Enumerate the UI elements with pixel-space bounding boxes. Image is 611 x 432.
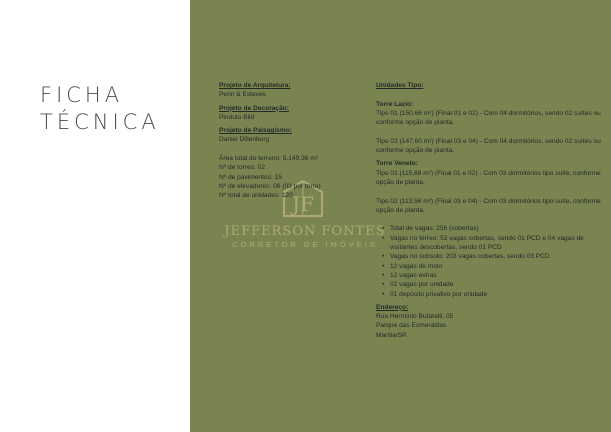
arquitetura-heading: Projeto de Arquitetura: <box>219 82 291 89</box>
project-credits-column <box>219 81 369 201</box>
list-item: • 01 depósito privativo por unidade <box>384 290 606 299</box>
unidades-heading: Unidades Tipo: <box>376 82 424 89</box>
decoracao-value: Pinduto Bild <box>219 113 255 121</box>
address-line: Parque das Esmeraldas <box>376 322 447 330</box>
spec-line: Nº total de unidades: 120 <box>219 192 293 200</box>
specs-list <box>219 154 369 200</box>
page-title <box>40 82 160 136</box>
watermark-subtitle: CORRETOR DE IMÓVEIS <box>232 240 378 249</box>
tower-type: Tipo 01 (115,68 m²) (Final 01 e 02) - Com 03 dormitórios tipo suíte, conforme opção de planta. <box>376 169 601 186</box>
tower-name: Torre Lazio: <box>376 100 414 108</box>
watermark-logo-letters: JF <box>292 192 314 216</box>
paisagismo-value: Daniel Dillenburg <box>219 136 270 144</box>
address-block <box>376 303 606 340</box>
spec-line: Área total do terreno: 5.149,36 m² <box>219 155 318 163</box>
tower-type: Tipo 02 (147,60 m²) (Final 03 e 04) - Com 04 dormitórios, sendo 02 suítes ou conforme opção de planta. <box>376 137 601 155</box>
list-item: • 12 vagas de moto <box>384 262 606 271</box>
list-item: • Vagas no térreo: 53 vagas cobertas, sendo 01 PCD e 04 vagas de visitantes descobertas, sendo 01 PCD <box>384 234 606 253</box>
tower-type: Tipo 01 (150,66 m²) (Final 01 e 02) - Com 04 dormitórios, sendo 02 suítes ou conforme opção de planta. <box>376 109 601 127</box>
spec-line: Nº de elevadores: 06 (03 por torre) <box>219 182 321 190</box>
parking-list <box>376 224 606 298</box>
arquitetura-value: Perin & Esteves <box>219 91 266 99</box>
address-line: Marília/SP. <box>376 331 408 339</box>
tower-veneto <box>376 159 606 215</box>
spec-line: Nº de torres: 02 <box>219 164 266 172</box>
unit-types-column <box>376 81 606 340</box>
tower-type: Tipo 02 (113,56 m²) (Final 03 e 04) - Com 03 dormitórios tipo suíte, conforme opção de planta. <box>376 197 601 214</box>
title-line-1: FICHA <box>40 83 124 107</box>
list-item: • 02 vagas por unidade <box>384 280 606 289</box>
left-panel <box>0 0 190 432</box>
tower-name: Torre Veneto: <box>376 160 419 168</box>
spec-line: Nº de pavimentos: 15 <box>219 173 282 181</box>
paisagismo-block <box>219 126 369 145</box>
arquitetura-block <box>219 81 369 100</box>
list-item: • Total de vagas: 256 (cobertas) <box>384 224 606 233</box>
address-heading: Endereço: <box>376 303 409 311</box>
list-item: • Vagas no subsolo: 203 vagas cobertas, sendo 03 PCD <box>384 252 606 261</box>
decoracao-heading: Projeto de Decoração: <box>219 104 289 112</box>
title-line-2: TÉCNICA <box>40 110 160 134</box>
address-line: Rua Hermínio Butarelli, 05 <box>376 313 454 321</box>
paisagismo-heading: Projeto de Paisagismo: <box>219 127 292 135</box>
tower-lazio <box>376 100 606 156</box>
decoracao-block <box>219 104 369 123</box>
list-item: • 12 vagas extras <box>384 271 606 280</box>
watermark-name: JEFFERSON FONTES <box>224 224 386 239</box>
